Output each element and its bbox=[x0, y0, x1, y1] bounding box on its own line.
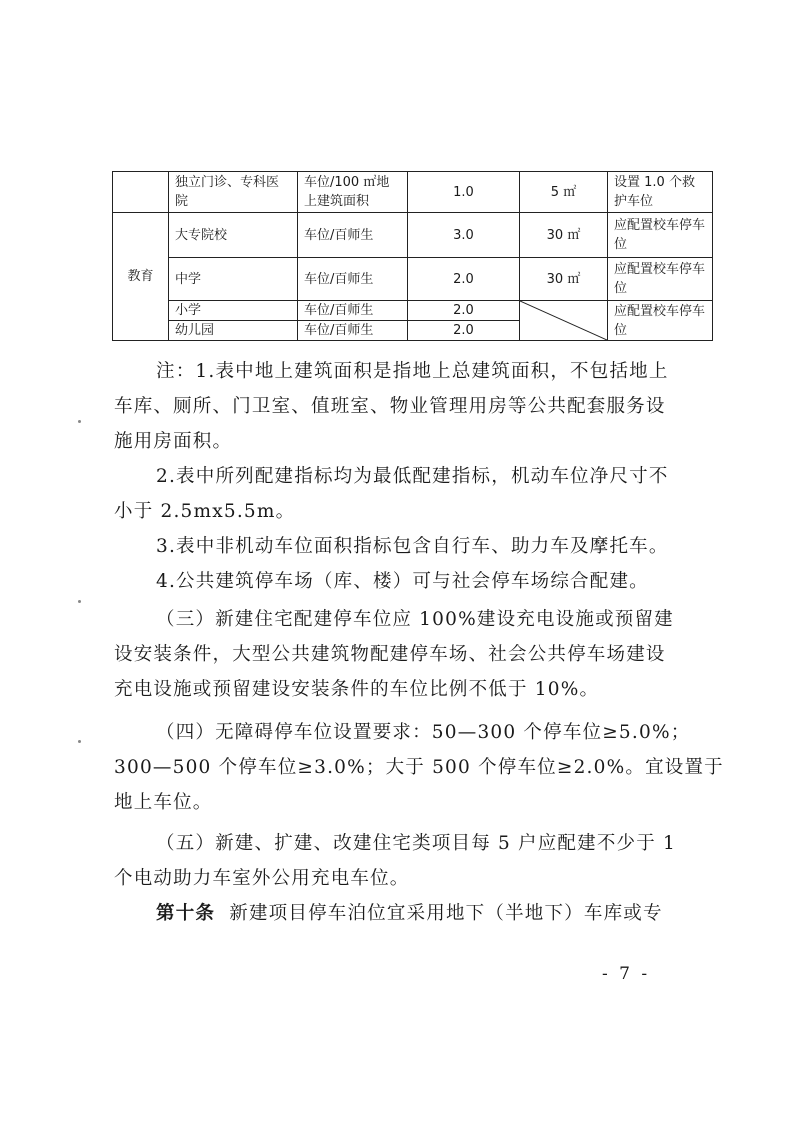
table-cell-empty-diagonal bbox=[520, 301, 608, 341]
note-3: 3.表中非机动车位面积指标包含自行车、助力车及摩托车。 bbox=[156, 536, 669, 557]
note-2: 2.表中所列配建指标均为最低配建指标，机动车位净尺寸不 小于 2.5mx5.5m。 bbox=[114, 466, 669, 522]
table-row bbox=[113, 258, 713, 301]
table-cell-ratio: 1.0 bbox=[408, 172, 520, 213]
table-cell-note: 应配置校车停车位 bbox=[608, 258, 713, 301]
table-row bbox=[113, 213, 713, 258]
table-cell-facility: 小学 bbox=[169, 301, 298, 321]
scan-speck bbox=[78, 420, 81, 423]
section-4: （四）无障碍停车位设置要求：50—300 个停车位≥5.0%； 300—500 个停车位≥3.0%；大于 500 个停车位≥2.0%。宜设置于 地上车位。 bbox=[114, 722, 724, 813]
table-cell-ratio: 3.0 bbox=[408, 213, 520, 258]
diagonal-slash bbox=[520, 301, 607, 340]
section-3: （三）新建住宅配建停车位应 100%建设充电设施或预留建 设安装条件，大型公共建筑物配建停车场、社会公共停车场建设 充电设施或预留建设安装条件的车位比例不低于 10%。 bbox=[114, 609, 674, 700]
table-cell-area: 30 ㎡ bbox=[520, 213, 608, 258]
article-10 bbox=[114, 896, 674, 931]
table-cell-ratio: 2.0 bbox=[408, 321, 520, 341]
article-10-text: 新建项目停车泊位宜采用地下（半地下）车库或专 bbox=[229, 903, 663, 924]
table-cell-facility: 大专院校 bbox=[169, 213, 298, 258]
table-cell-area: 5 ㎡ bbox=[520, 172, 608, 213]
article-10-label: 第十条 bbox=[156, 903, 216, 924]
table-cell-unit: 车位/百师生 bbox=[298, 258, 408, 301]
table-cell-ratio: 2.0 bbox=[408, 258, 520, 301]
page-number: - 7 - bbox=[602, 964, 651, 984]
table-cell-note: 应配置校车停车位 bbox=[608, 213, 713, 258]
scan-speck bbox=[78, 740, 81, 743]
table-row bbox=[113, 172, 713, 213]
table-cell-category bbox=[113, 172, 169, 213]
table-cell-area: 30 ㎡ bbox=[520, 258, 608, 301]
section-5: （五）新建、扩建、改建住宅类项目每 5 户应配建不少于 1 个电动助力车室外公用充电车位。 bbox=[114, 833, 676, 889]
table-cell-unit: 车位/百师生 bbox=[298, 321, 408, 341]
table-cell-unit: 车位/百师生 bbox=[298, 213, 408, 258]
scan-speck bbox=[78, 600, 81, 603]
table-cell-facility: 独立门诊、专科医院 bbox=[169, 172, 298, 213]
table-cell-note: 设置 1.0 个救护车位 bbox=[608, 172, 713, 213]
note-1: 注：1.表中地上建筑面积是指地上总建筑面积，不包括地上 车库、厕所、门卫室、值班室、物业管理用房等公共配套服务设 施用房面积。 bbox=[114, 361, 669, 452]
table-cell-note: 应配置校车停车位 bbox=[608, 301, 713, 341]
table-cell-unit: 车位/100 ㎡地上建筑面积 bbox=[298, 172, 408, 213]
table-cell-facility: 幼儿园 bbox=[169, 321, 298, 341]
table-cell-ratio: 2.0 bbox=[408, 301, 520, 321]
table-row bbox=[113, 301, 713, 321]
parking-standard-table bbox=[112, 171, 713, 341]
note-4: 4.公共建筑停车场（库、楼）可与社会停车场综合配建。 bbox=[156, 571, 649, 592]
table-cell-category: 教育 bbox=[113, 213, 169, 341]
table-cell-facility: 中学 bbox=[169, 258, 298, 301]
table-cell-unit: 车位/百师生 bbox=[298, 301, 408, 321]
